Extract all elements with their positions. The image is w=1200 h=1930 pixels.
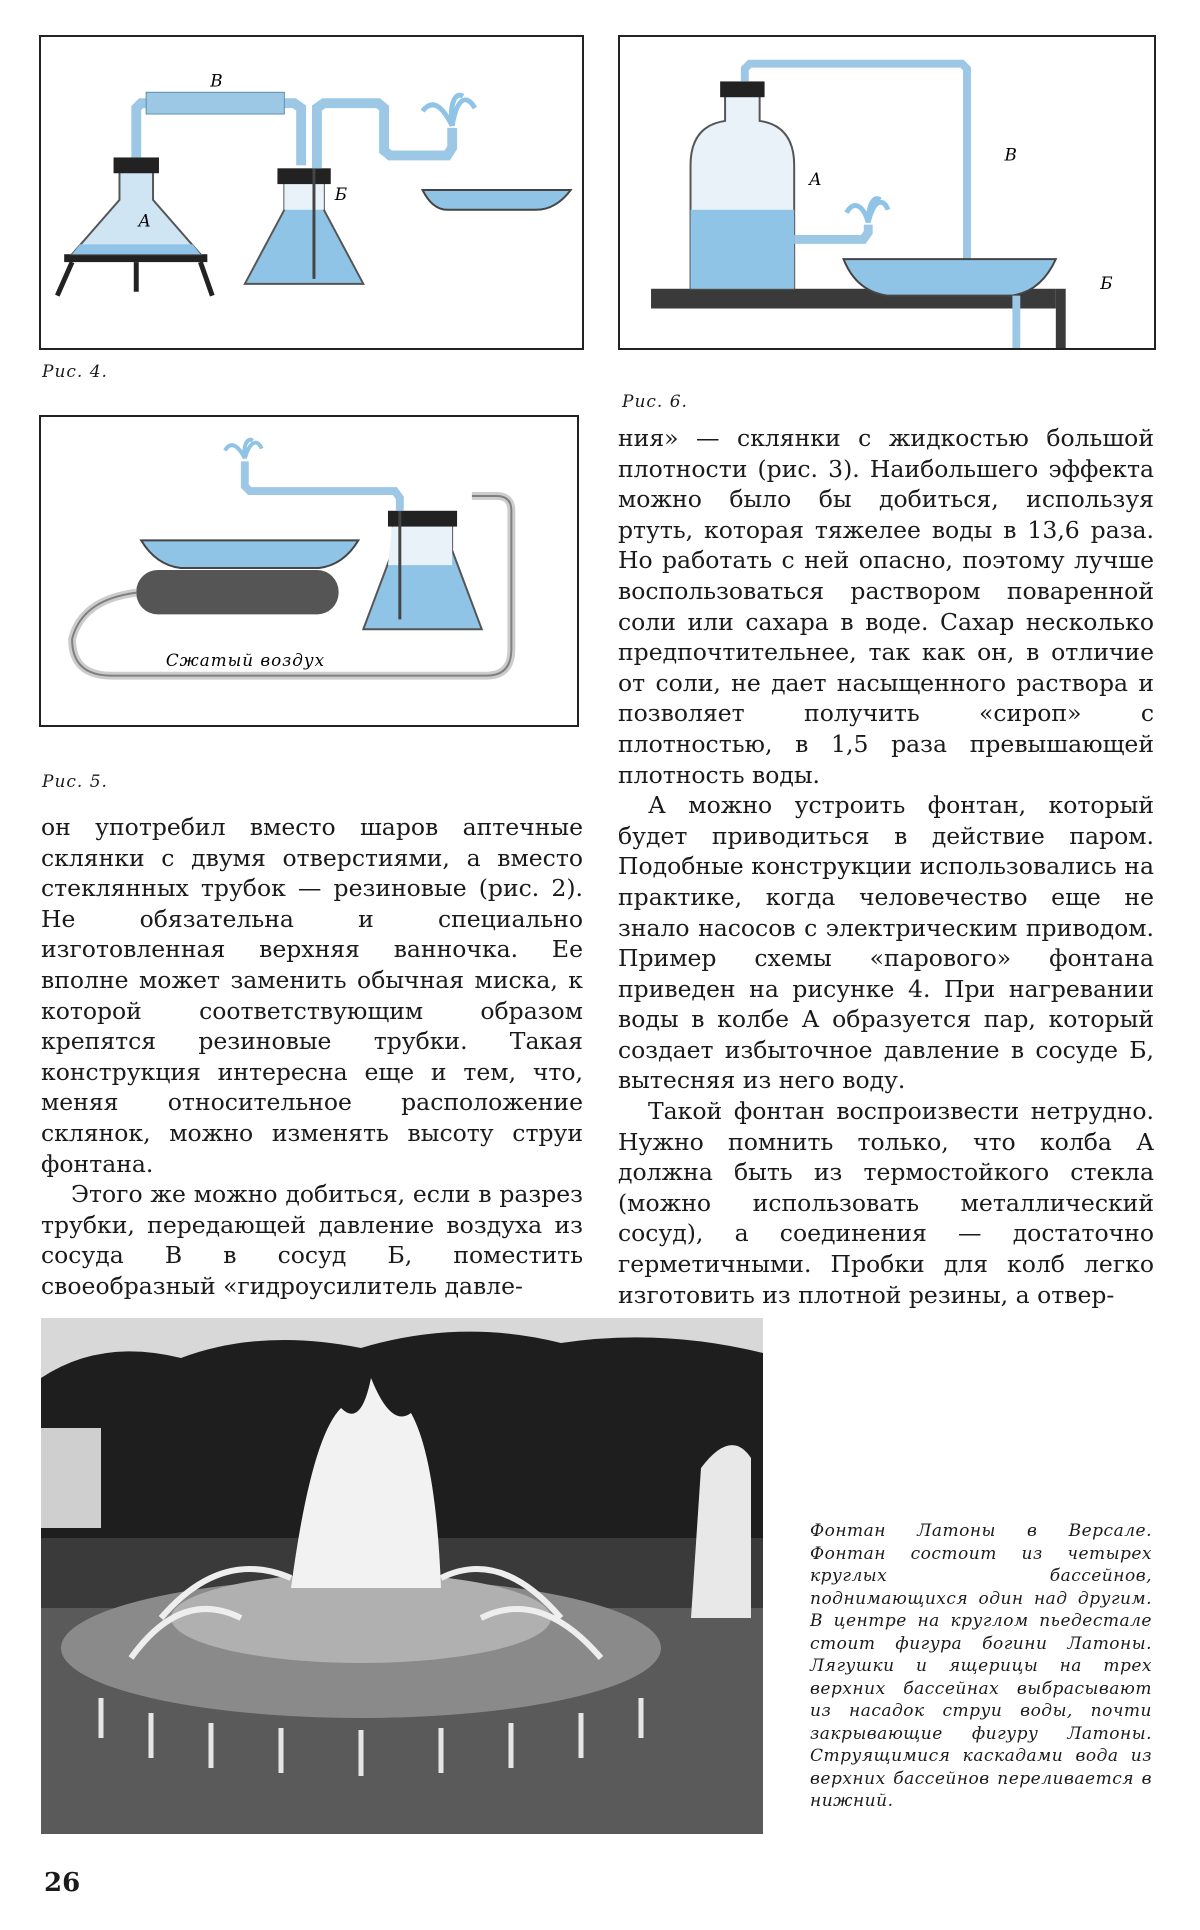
figure-5 <box>39 415 579 727</box>
tube-v-section <box>146 92 284 114</box>
label-v: В <box>210 70 223 91</box>
fountain-spray <box>423 95 475 126</box>
figure-5-diagram <box>41 417 577 725</box>
outlet-tube <box>245 461 400 510</box>
label-a: А <box>809 169 822 190</box>
right-paragraph-2: А можно устроить фонтан, который будет приводиться в действие паром. Подобные конструкции использовались на практике, когда человечество еще не знало насосов с электрическим приводом. Пример схемы «парового» фонтана приведен на рисунке 4. При нагревании воды в колбе А образуется пар, который создает избыточное давление в сосуде Б, вытесняя из него воду. <box>618 791 1154 1095</box>
figure-4 <box>39 35 584 350</box>
right-paragraph-3: Такой фонтан воспроизвести нетрудно. Нужно помнить только, что колба А должна быть из термостойкого стекла (можно использовать металлический сосуд), а соединения — достаточно герметичными. Пробки для колб легко изготовить из плотной резины, а отвер- <box>618 1097 1154 1309</box>
right-paragraph-1: ния» — склянки с жидкостью большой плотности (рис. 3). Наибольшего эффекта можно было бы добиться, используя ртуть, которая тяжелее воды в 13,6 раза. Но работать с ней опасно, поэтому лучше воспользоваться раствором поваренной соли или сахара в воде. Сахар несколько предпочтительнее, так как он, в отличие от соли, не дает насыщенного раствора и позволяет получить «сироп» с плотностью, в 1,5 раза превышающей плотность воды. <box>618 424 1154 789</box>
right-column <box>618 423 1154 1310</box>
distant-alley <box>41 1428 101 1528</box>
figure-6 <box>618 35 1156 350</box>
photo-caption: Фонтан Латоны в Версале. Фонтан состоит из четырех круглых бассейнов, поднимающихся один над другим. В центре на круглом пьедестале стоит фигура богини Латоны. Лягушки и ящерицы на трех верхних бассейнах выбрасывают из насадок струи воды, почти закрывающие фигуру Латоны. Струящимися каскадами вода из верхних бассейнов переливается в нижний. <box>810 1521 1152 1811</box>
latona-fountain-photo <box>41 1318 763 1834</box>
table-edge <box>1056 289 1066 348</box>
bottle-a-water <box>691 210 795 289</box>
figure-6-diagram <box>620 37 1154 348</box>
bottle-spray <box>847 199 888 223</box>
left-paragraph-2: Этого же можно добиться, если в разрез трубки, передающей давление воздуха из сосуда В в сосуд Б, поместить своеобразный «гидроусилитель давле- <box>41 1180 583 1300</box>
page-number: 26 <box>44 1868 81 1898</box>
flask-air <box>388 521 452 565</box>
burner-stand <box>64 254 207 262</box>
label-a: А <box>138 210 151 231</box>
stand-legs <box>57 262 212 296</box>
label-compressed-air: Сжатый воздух <box>165 649 326 670</box>
photo-illustration <box>41 1318 763 1834</box>
basin <box>423 190 571 210</box>
figure-6-caption: Рис. 6. <box>622 392 688 412</box>
figure-4-diagram <box>41 37 582 348</box>
flask-a-stopper <box>114 157 159 173</box>
flask-b-stopper <box>277 168 330 184</box>
outlet-tube <box>317 103 452 168</box>
figure-5-caption: Рис. 5. <box>42 772 108 792</box>
bottle-a-stopper <box>720 81 764 97</box>
air-cushion <box>136 570 338 614</box>
left-column <box>41 812 583 1302</box>
basin-b <box>844 259 1056 296</box>
flask-b-neck <box>284 180 323 210</box>
label-b: Б <box>334 183 348 204</box>
side-outlet <box>794 225 868 240</box>
left-paragraph-1: он употребил вместо шаров аптечные склянки с двумя отверстиями, а вместо стеклянных трубок — резиновые (рис. 2). Не обязательна и специально изготовленная верхняя ванночка. Ее вполне может заменить обычная миска, к которой соответствующим образом крепятся резиновые трубки. Такая конструкция интересна еще и тем, что, меняя относительное расположение склянок, можно изменять высоту струи фонтана. <box>41 813 583 1178</box>
spray <box>225 440 262 459</box>
label-v: В <box>1004 144 1017 165</box>
flask-a-water <box>72 244 200 254</box>
upper-basin <box>141 540 358 568</box>
figure-4-caption: Рис. 4. <box>42 362 108 382</box>
label-b: Б <box>1100 272 1113 293</box>
flask-a <box>72 165 200 254</box>
